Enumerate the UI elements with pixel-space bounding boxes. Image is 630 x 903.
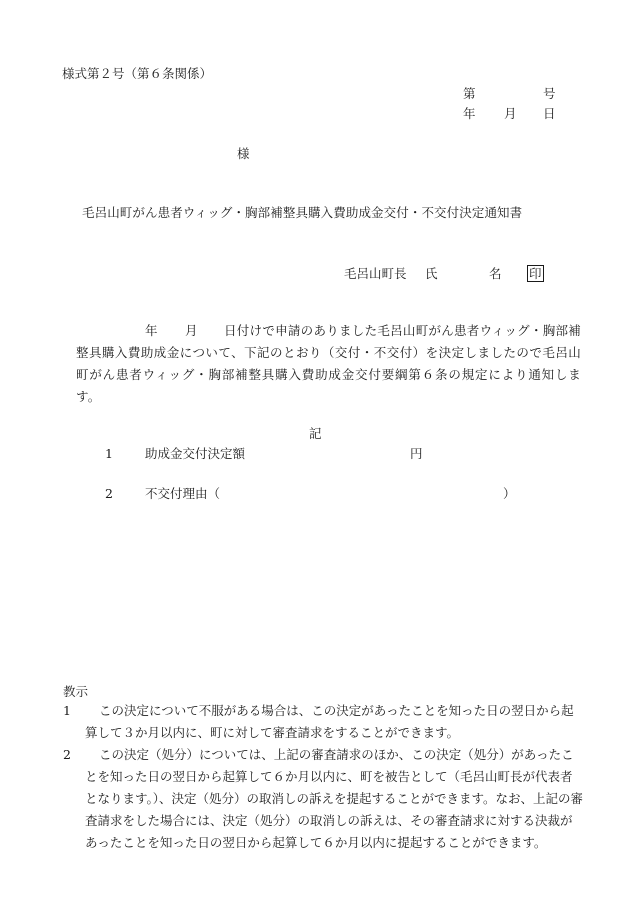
body-date-month: 月 — [185, 323, 198, 338]
kyouji-item-text: この決定（処分）については、上記の審査請求のほか、この決定（処分）があったことを知った日の翌日から起算して６か月以内に、町を被告として（毛呂山町長が代表者となります。）、決定（処分）の取消しの訴えを提起することができます。なお、上記の審査請求をした場合には、決定（処分）の取消しの訴えは、その審査請求に対する決裁があったことを知った日の翌日から起算して６か月以内に提起することができます。 — [85, 747, 584, 850]
document-title: 毛呂山町がん患者ウィッグ・胸部補整具購入費助成金交付・不交付決定通知書 — [82, 205, 523, 220]
body-paragraph: 日付けで申請のありました毛呂山町がん患者ウィッグ・胸部補整具購入費助成金について、下記のとおり（交付・不交付）を決定しましたので毛呂山町がん患者ウィッグ・胸部補整具購入費助成金交付要綱第６条の規定により通知します。 — [76, 323, 581, 404]
date-day: 日 — [543, 106, 556, 121]
kyouji-item — [63, 700, 583, 744]
sender-shi: 氏 — [425, 266, 438, 281]
addressee-suffix: 様 — [237, 146, 250, 161]
kyouji-item-text: この決定について不服がある場合は、この決定があったことを知った日の翌日から起算して３か月以内に、町に対して審査請求をすることができます。 — [85, 703, 574, 740]
item-1-number: 1 — [105, 446, 113, 461]
kyouji-list — [63, 700, 583, 854]
form-label: 様式第２号（第６条関係） — [62, 66, 213, 81]
ki-heading: 記 — [309, 426, 322, 441]
date-month: 月 — [504, 106, 517, 121]
item-1-label: 助成金交付決定額 — [145, 446, 246, 461]
doc-number-suffix: 号 — [543, 86, 556, 101]
date-year: 年 — [463, 106, 476, 121]
seal-mark-text: 印 — [529, 266, 542, 281]
item-1-unit: 円 — [410, 446, 423, 461]
kyouji-item — [63, 744, 583, 854]
body-date-year: 年 — [145, 323, 158, 338]
kyouji-heading: 教示 — [63, 684, 89, 699]
kyouji-item-number: 2 — [63, 747, 71, 762]
sender-mei: 名 — [489, 266, 502, 281]
kyouji-item-number: 1 — [63, 703, 71, 718]
item-2-label: 不交付理由（ — [145, 486, 221, 501]
item-2-close: ） — [503, 486, 516, 501]
doc-number-prefix: 第 — [463, 86, 476, 101]
seal-mark — [527, 265, 544, 282]
item-2-number: 2 — [105, 486, 113, 501]
sender-office: 毛呂山町長 — [344, 266, 407, 281]
